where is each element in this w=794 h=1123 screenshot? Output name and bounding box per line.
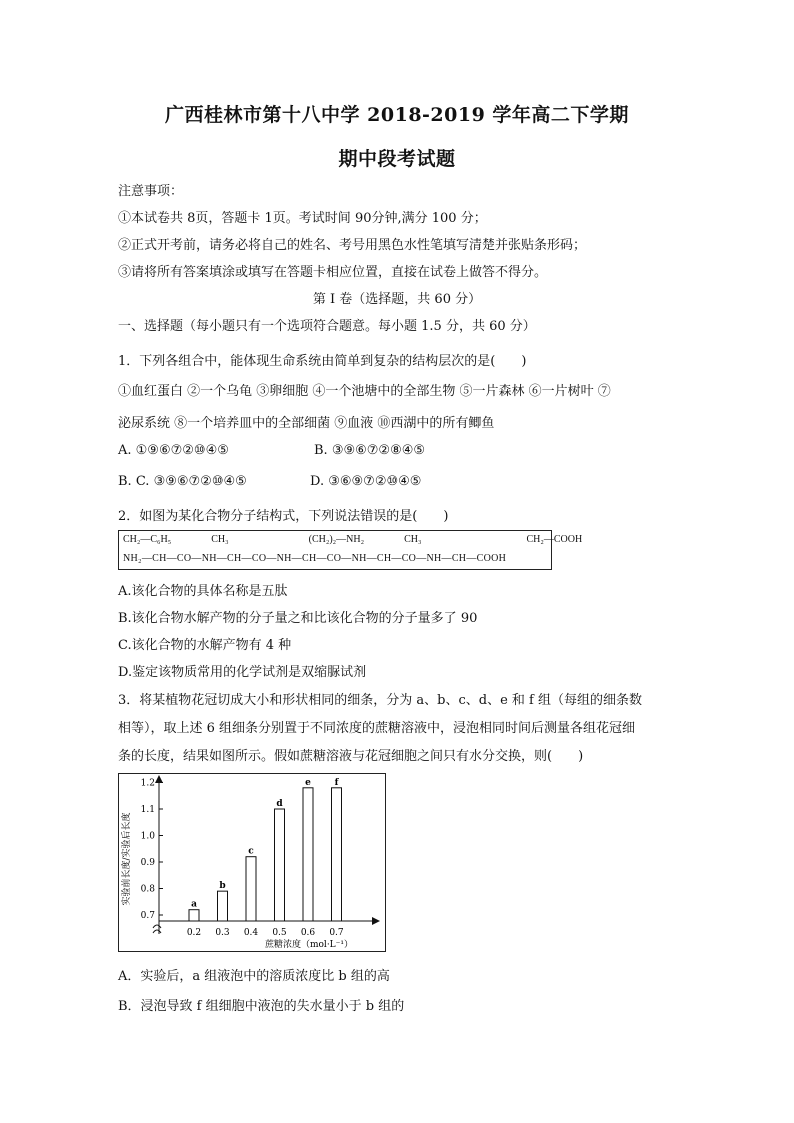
x-tick-label: 0.3 <box>215 928 230 938</box>
y-tick-label: 0.7 <box>140 911 155 921</box>
q1-option-c: B. C. ③⑨⑥⑦②⑩④⑤ <box>118 474 247 489</box>
bar-label: a <box>191 899 197 910</box>
bar-chart <box>118 773 386 952</box>
q3-option-b: B．浸泡导致 f 组细胞中液泡的失水量小于 b 组的 <box>118 999 405 1014</box>
y-tick-label: 1.2 <box>140 778 155 789</box>
x-tick-label: 0.2 <box>186 928 202 938</box>
bar-label: b <box>219 881 226 892</box>
axis-break-mark <box>153 925 161 933</box>
bar-label: d <box>276 799 283 809</box>
bar-c <box>246 857 256 921</box>
q2-stem: 2．如图为某化合物分子结构式，下列说法错误的是( ) <box>118 509 449 524</box>
bar-a <box>189 910 199 921</box>
q1-stem: 1．下列各组合中，能体现生命系统由简单到复杂的结构层次的是( ) <box>118 354 527 369</box>
q2-option-a: A.该化合物的具体名称是五肽 <box>118 584 288 599</box>
q1-items-line2: 泌尿系统 ⑧一个培养皿中的全部细菌 ⑨血液 ⑩西湖中的所有鲫鱼 <box>118 416 495 431</box>
bar-label: f <box>334 777 339 788</box>
formula-backbone: NH₂—CH—CO—NH—CH—CO—NH—CH—CO—NH—CH—CO—NH—CH—COOH <box>123 553 507 564</box>
y-axis-label: 实验前长度/实验后长度 <box>122 812 132 906</box>
exam-title-line1: 广西桂林市第十八中学 2018-2019 学年高二下学期 <box>165 104 629 126</box>
bar-f <box>332 788 342 921</box>
q1-option-b: B. ③⑨⑥⑦②⑧④⑤ <box>314 443 426 458</box>
formula-side-chains: CH₂—C₆H₅ CH₃ (CH₂)₂—NH₂ CH₃ CH₂—COOH <box>123 534 583 545</box>
q1-option-d: D. ③⑥⑨⑦②⑩④⑤ <box>310 474 422 489</box>
bar-e <box>303 788 313 921</box>
notice-item: ②正式开考前，请务必将自己的姓名、考号用黑色水性笔填写清楚并张贴条形码； <box>118 238 587 253</box>
y-tick-label: 1.0 <box>140 831 155 842</box>
notice-item: ①本试卷共 8页，答题卡 1页。考试时间 90分钟,满分 100 分； <box>118 211 487 226</box>
y-tick-label: 0.9 <box>140 858 155 868</box>
q3-stem-line1: 3．将某植物花冠切成大小和形状相同的细条，分为 a、b、c、d、e 和 f 组（每组的细条数 <box>118 693 642 708</box>
notice-heading: 注意事项： <box>118 184 184 199</box>
x-tick-label: 0.6 <box>300 928 316 938</box>
q3-stem-line3: 条的长度，结果如图所示。假如蔗糖溶液与花冠细胞之间只有水分交换，则( ) <box>118 749 584 764</box>
x-axis-arrow <box>372 917 380 925</box>
y-axis-arrow <box>155 775 163 783</box>
exam-title-line2: 期中段考试题 <box>338 148 456 170</box>
bar-d <box>275 809 285 921</box>
bar-label: c <box>248 846 254 857</box>
y-tick-label: 1.1 <box>140 805 155 815</box>
q2-option-d: D.鉴定该物质常用的化学试剂是双缩脲试剂 <box>118 665 367 680</box>
structural-formula <box>118 530 583 570</box>
q3-option-a: A．实验后，a 组液泡中的溶质浓度比 b 组的高 <box>118 969 390 984</box>
q3-stem-line2: 相等），取上述 6 组细条分别置于不同浓度的蔗糖溶液中，浸泡相同时间后测量各组花冠细 <box>118 721 636 736</box>
section-instruction: 一、选择题（每小题只有一个选项符合题意。每小题 1.5 分，共 60 分） <box>118 319 536 334</box>
x-tick-label: 0.5 <box>272 928 287 938</box>
q2-option-c: C.该化合物的水解产物有 4 种 <box>118 638 292 653</box>
q1-option-a: A. ①⑨⑥⑦②⑩④⑤ <box>118 443 229 458</box>
part-title: 第 I 卷（选择题，共 60 分） <box>312 292 482 307</box>
q2-option-b: B.该化合物水解产物的分子量之和比该化合物的分子量多了 90 <box>118 611 478 626</box>
bar-b <box>218 891 228 921</box>
x-tick-label: 0.7 <box>329 928 344 938</box>
bar-label: e <box>305 777 311 788</box>
x-tick-label: 0.4 <box>243 928 259 938</box>
y-tick-label: 0.8 <box>140 884 155 895</box>
notice-item: ③请将所有答案填涂或填写在答题卡相应位置，直接在试卷上做答不得分。 <box>118 265 548 280</box>
x-axis-label: 蔗糖浓度（mol·L⁻¹） <box>264 940 354 950</box>
q1-items-line1: ①血红蛋白 ②一个乌龟 ③卵细胞 ④一个池塘中的全部生物 ⑤一片森林 ⑥一片树叶 ⑦ <box>118 384 611 399</box>
